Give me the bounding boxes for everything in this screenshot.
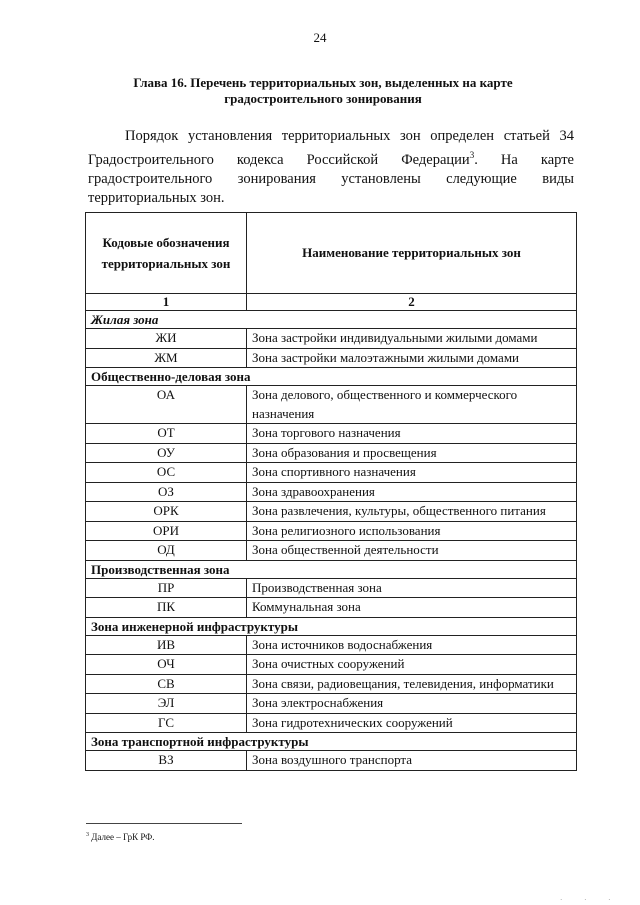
zone-code: ОУ [86,443,247,463]
footnote-mark: 3 [86,832,89,838]
footnote-reference[interactable]: 3 [469,150,475,160]
table-row [86,386,577,424]
zone-name: Зона спортивного назначения [247,463,577,483]
intro-text: Порядок установления территориальных зон определен статьей 34 Градостроительного кодекса Российской Федерации [88,128,574,168]
header-code: Кодовые обозначения территориальных зон [86,213,247,294]
zone-name: Зона застройки малоэтажными жилыми домами [247,348,577,368]
zone-code: ОРИ [86,521,247,541]
zone-name: Зона делового, общественного и коммерческого назначения [247,386,577,424]
column-number-row [86,294,577,311]
corner-marks: · · · [560,896,621,904]
table-row [86,443,577,463]
column-number: 2 [247,294,577,311]
group-row [86,368,577,386]
zone-code: ПР [86,578,247,598]
table-row [86,751,577,771]
zone-name: Зона здравоохранения [247,482,577,502]
zone-code: ВЗ [86,751,247,771]
zone-code: ЭЛ [86,694,247,714]
table-row [86,348,577,368]
zone-code: ПК [86,598,247,618]
table-row [86,635,577,655]
table-row [86,694,577,714]
table-row [86,655,577,675]
zones-table-body [86,294,577,771]
zone-code: ЖИ [86,329,247,349]
table-header-row [86,213,577,294]
table-row [86,329,577,349]
zone-code: ОЧ [86,655,247,675]
group-title: Зона транспортной инфраструктуры [86,733,577,751]
zone-code: СВ [86,674,247,694]
zone-name: Коммунальная зона [247,598,577,618]
table-row [86,598,577,618]
zone-code: ЖМ [86,348,247,368]
table-row [86,502,577,522]
zone-name: Зона торгового назначения [247,424,577,444]
table-row [86,713,577,733]
group-title: Зона инженерной инфраструктуры [86,617,577,635]
zone-name: Зона связи, радиовещания, телевидения, информатики [247,674,577,694]
table-row [86,674,577,694]
zone-code: ОЗ [86,482,247,502]
zone-name: Зона религиозного использования [247,521,577,541]
footnote-text: Далее – ГрК РФ. [89,832,155,842]
zone-name: Зона гидротехнических сооружений [247,713,577,733]
zone-name: Зона очистных сооружений [247,655,577,675]
intro-paragraph [88,127,574,208]
zone-code: ГС [86,713,247,733]
zone-name: Зона электроснабжения [247,694,577,714]
zone-name: Зона образования и просвещения [247,443,577,463]
zone-code: ОРК [86,502,247,522]
zone-code: ОД [86,541,247,561]
table-row [86,521,577,541]
zone-name: Зона застройки индивидуальными жилыми домами [247,329,577,349]
chapter-title: Глава 16. Перечень территориальных зон, выделенных на карте градостроительного зонирования [133,75,513,106]
zone-name: Зона общественной деятельности [247,541,577,561]
page-number: 24 [313,30,327,45]
zone-name: Производственная зона [247,578,577,598]
zone-code: ОТ [86,424,247,444]
table-row [86,463,577,483]
table-row [86,482,577,502]
column-number: 1 [86,294,247,311]
group-title: Жилая зона [86,311,577,329]
table-row [86,578,577,598]
group-title: Общественно-деловая зона [86,368,577,386]
intro-text-end: . На карте градостроительного зонирования установлены следующие виды территориальных зон. [88,151,574,206]
group-row [86,733,577,751]
zone-code: ОС [86,463,247,483]
zone-code: ИВ [86,635,247,655]
table-row [86,541,577,561]
zone-name: Зона развлечения, культуры, общественного питания [247,502,577,522]
zone-name: Зона воздушного транспорта [247,751,577,771]
footnote [86,832,155,842]
group-row [86,617,577,635]
zone-code: ОА [86,386,247,424]
group-row [86,311,577,329]
table-row [86,424,577,444]
zone-name: Зона источников водоснабжения [247,635,577,655]
zones-table [85,212,577,771]
footnote-divider [86,823,242,824]
group-row [86,560,577,578]
header-name: Наименование территориальных зон [247,213,577,294]
group-title: Производственная зона [86,560,577,578]
